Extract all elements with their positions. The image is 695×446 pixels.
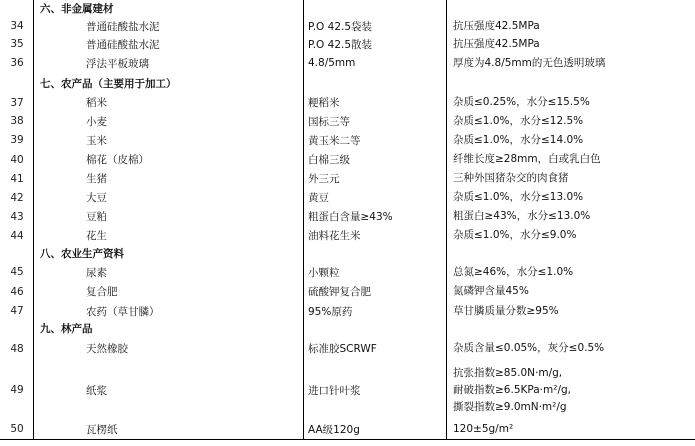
- quality-standard-line: 三种外国猪杂交的肉食猪: [453, 172, 569, 184]
- section-header-row: [0, 321, 695, 336]
- product-name: 天然橡胶: [86, 343, 128, 355]
- quality-standard: [447, 207, 695, 226]
- table-row: [0, 169, 695, 188]
- table-row: [0, 282, 695, 301]
- row-number: 36: [10, 57, 24, 69]
- quality-standard: [447, 150, 695, 169]
- product-name: 普通硅酸盐水泥: [86, 20, 160, 33]
- quality-standard-line: 撕裂指数≥9.0mN·m²/g: [453, 400, 567, 413]
- row-number: 45: [10, 266, 24, 278]
- product-spec: AA级120g: [308, 423, 360, 436]
- product-spec: 油料花生米: [308, 230, 361, 242]
- quality-standard: [447, 0, 695, 17]
- product-name: 生猪: [86, 173, 107, 185]
- product-name: 花生: [86, 230, 107, 242]
- row-number: 48: [10, 342, 24, 355]
- row-number: 41: [10, 172, 24, 185]
- product-spec: 国标三等: [308, 115, 350, 128]
- quality-standard: [447, 361, 695, 419]
- row-number: 42: [10, 191, 24, 204]
- quality-standard-line: 杂质含量≤0.05%，灰分≤0.5%: [453, 342, 605, 354]
- quality-standard: [447, 17, 695, 35]
- table-row: [0, 188, 695, 207]
- product-name: 玉米: [86, 134, 107, 147]
- product-spec: 外三元: [308, 173, 340, 185]
- quality-standard: [447, 112, 695, 130]
- product-spec: 白棉三级: [308, 154, 350, 166]
- product-name: 稻米: [86, 97, 107, 109]
- quality-standard-line: 氮磷钾含量45%: [453, 285, 529, 297]
- quality-standard-line: 粗蛋白≥43%，水分≤13.0%: [453, 210, 591, 222]
- quality-standard-line: 120±5g/m²: [453, 422, 514, 435]
- product-spec: 4.8/5mm: [308, 57, 356, 69]
- row-number: 40: [10, 153, 24, 166]
- row-number: 49: [10, 384, 24, 396]
- quality-standard-line: 耐破指数≥6.5KPa·m²/g,: [453, 383, 571, 396]
- row-number: [0, 245, 34, 262]
- row-number: 43: [10, 210, 24, 223]
- product-spec: [304, 0, 447, 17]
- quality-standard-line: 抗压强度42.5MPa: [453, 37, 540, 50]
- quality-standard: [447, 245, 695, 262]
- product-spec: [304, 73, 447, 93]
- quality-standard-line: 杂质≤1.0%，水分≤14.0%: [453, 133, 584, 146]
- product-name: 豆粕: [86, 211, 107, 223]
- product-name: 瓦楞纸: [86, 423, 118, 436]
- table-row: [0, 150, 695, 169]
- table-row: [0, 336, 695, 361]
- section-title: 八、农业生产资料: [40, 248, 124, 260]
- row-number: 35: [10, 38, 24, 50]
- product-name: 棉花（皮棉）: [86, 154, 149, 166]
- quality-standard: [447, 53, 695, 73]
- table-bottom-border: [0, 439, 695, 440]
- table-row: [0, 17, 695, 35]
- quality-standard: [447, 419, 695, 439]
- product-spec: [304, 245, 447, 262]
- table-row: [0, 419, 695, 439]
- table-row: [0, 226, 695, 245]
- section-header-row: [0, 0, 695, 17]
- product-spec: 进口针叶浆: [308, 384, 361, 397]
- product-spec: 黄玉米二等: [308, 134, 361, 147]
- table-row: [0, 131, 695, 149]
- row-number: 39: [10, 134, 24, 146]
- quality-standard-line: 杂质≤0.25%，水分≤15.5%: [453, 96, 590, 108]
- quality-standard: [447, 282, 695, 301]
- section-title: 九、林产品: [40, 323, 93, 335]
- quality-standard: [447, 35, 695, 53]
- row-number: 37: [10, 96, 24, 109]
- row-number: [0, 0, 34, 17]
- quality-standard: [447, 226, 695, 245]
- row-number: 46: [10, 285, 24, 298]
- quality-standard-line: 纤维长度≥28mm，白或乳白色: [453, 153, 601, 165]
- table-row: [0, 53, 695, 73]
- product-name: 尿素: [86, 266, 107, 279]
- product-spec: [304, 321, 447, 336]
- table-row: [0, 207, 695, 226]
- table-row: [0, 93, 695, 112]
- product-spec: 粳稻米: [308, 97, 340, 109]
- quality-standard: [447, 321, 695, 336]
- row-number: 44: [10, 229, 24, 242]
- product-spec: 粗蛋白含量≥43%: [308, 211, 393, 223]
- product-spec: P.O 42.5散装: [308, 38, 373, 51]
- quality-standard: [447, 73, 695, 93]
- product-name: 浮法平板玻璃: [86, 57, 149, 70]
- quality-standard: [447, 262, 695, 282]
- table-row: [0, 112, 695, 130]
- product-name: 普通硅酸盐水泥: [86, 38, 160, 51]
- row-number: 34: [10, 20, 24, 32]
- quality-standard-line: 抗压强度42.5MPa: [453, 19, 540, 32]
- product-name: 复合肥: [86, 286, 118, 298]
- section-title: 六、非金属建材: [40, 3, 114, 15]
- product-spec: 硫酸钾复合肥: [308, 286, 371, 298]
- section-title: 七、农产品（主要用于加工）: [40, 77, 177, 90]
- product-spec: 黄豆: [308, 192, 329, 204]
- product-spec: 小颗粒: [308, 266, 340, 279]
- quality-standard-line: 草甘膦质量分数≥95%: [453, 304, 559, 317]
- section-header-row: [0, 245, 695, 262]
- product-name: 纸浆: [86, 384, 107, 397]
- product-spec: P.O 42.5袋装: [308, 20, 373, 33]
- table-row: [0, 35, 695, 53]
- row-number: [0, 321, 34, 336]
- quality-standard-line: 总氮≥46%，水分≤1.0%: [453, 265, 574, 278]
- quality-standard-line: 厚度为4.8/5mm的无色透明玻璃: [453, 56, 606, 69]
- product-name: 大豆: [86, 192, 107, 204]
- quality-standard: [447, 336, 695, 361]
- quality-standard: [447, 169, 695, 188]
- product-name: 农药（草甘膦）: [86, 305, 160, 318]
- quality-standard: [447, 188, 695, 207]
- product-spec: 95%原药: [308, 305, 353, 318]
- row-number: 50: [10, 423, 24, 435]
- table-row: [0, 301, 695, 321]
- row-number: 47: [10, 305, 24, 317]
- quality-standard-line: 抗张指数≥85.0N·m/g,: [453, 366, 563, 379]
- product-name: 小麦: [86, 115, 107, 128]
- product-spec: 标准胶SCRWF: [308, 343, 377, 355]
- section-header-row: [0, 73, 695, 93]
- quality-standard: [447, 93, 695, 112]
- row-number: [0, 73, 34, 93]
- quality-standard-line: 杂质≤1.0%，水分≤9.0%: [453, 229, 577, 241]
- table-row: [0, 361, 695, 419]
- quality-standard: [447, 131, 695, 149]
- quality-standard: [447, 301, 695, 321]
- quality-standard-line: 杂质≤1.0%，水分≤12.5%: [453, 114, 584, 127]
- row-number: 38: [10, 115, 24, 127]
- table-row: [0, 262, 695, 282]
- quality-standard-line: 杂质≤1.0%，水分≤13.0%: [453, 191, 584, 203]
